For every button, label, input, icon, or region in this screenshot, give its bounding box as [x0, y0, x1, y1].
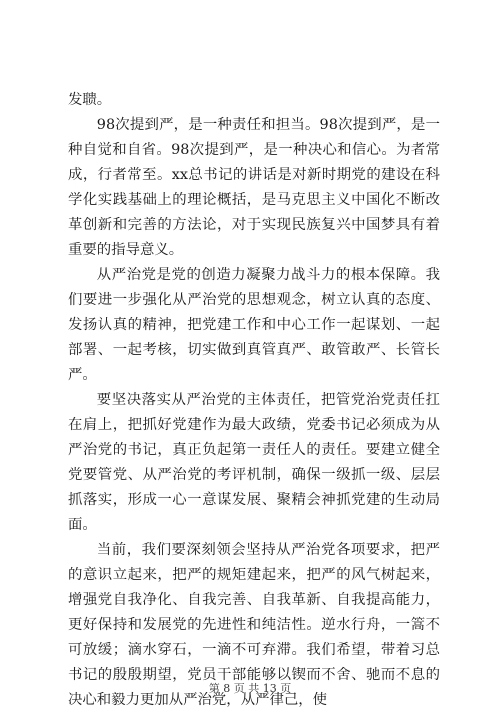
paragraph: 当前，我们要深刻领会坚持从严治党各项要求，把严的意识立起来，把严的规矩建起来，把严的风气树起来，增强党自我净化、自我完善、自我革新、自我提高能力，更好保持和发展党的先进性和纯洁性。逆水行舟，一篙不可放缓；滴水穿石，一滴不可弃滞。我们希望，带着习总书记的殷殷期望，党员干部能够以锲而不舍、驰而不息的决心和毅力更加从严治党，从严律己，使 [68, 542, 440, 708]
paragraph: 98次提到严，是一种责任和担当。98次提到严，是一种自觉和自省。98次提到严，是一种决心和信心。为者常成，行者常至。xx总书记的讲话是对新时期党的建设在科学化实践基础上的理论概括，是马克思主义中国化不断改革创新和完善的方法论，对于实现民族复兴中国梦具有着重要的指导意义。 [68, 117, 440, 258]
paragraph: 要坚决落实从严治党的主体责任，把管党治党责任扛在肩上，把抓好党建作为最大政绩，党委书记必须成为从严治党的书记，真正负起第一责任人的责任。要建立健全党要管党、从严治党的考评机制，确保一级抓一级、层层抓落实，形成一心一意谋发展、聚精会神抓党建的生动局面。 [68, 392, 440, 533]
page-footer: 第 8 页 共 13 页 [208, 682, 292, 695]
document-body [68, 88, 440, 713]
paragraph: 从严治党是党的创造力凝聚力战斗力的根本保障。我们要进一步强化从严治党的思想观念，树立认真的态度、发扬认真的精神，把党建工作和中心工作一起谋划、一起部署、一起考核，切实做到真管真严、敢管敢严、长管长严。 [68, 267, 440, 383]
paragraph-continuation: 发聩。 [68, 92, 112, 108]
